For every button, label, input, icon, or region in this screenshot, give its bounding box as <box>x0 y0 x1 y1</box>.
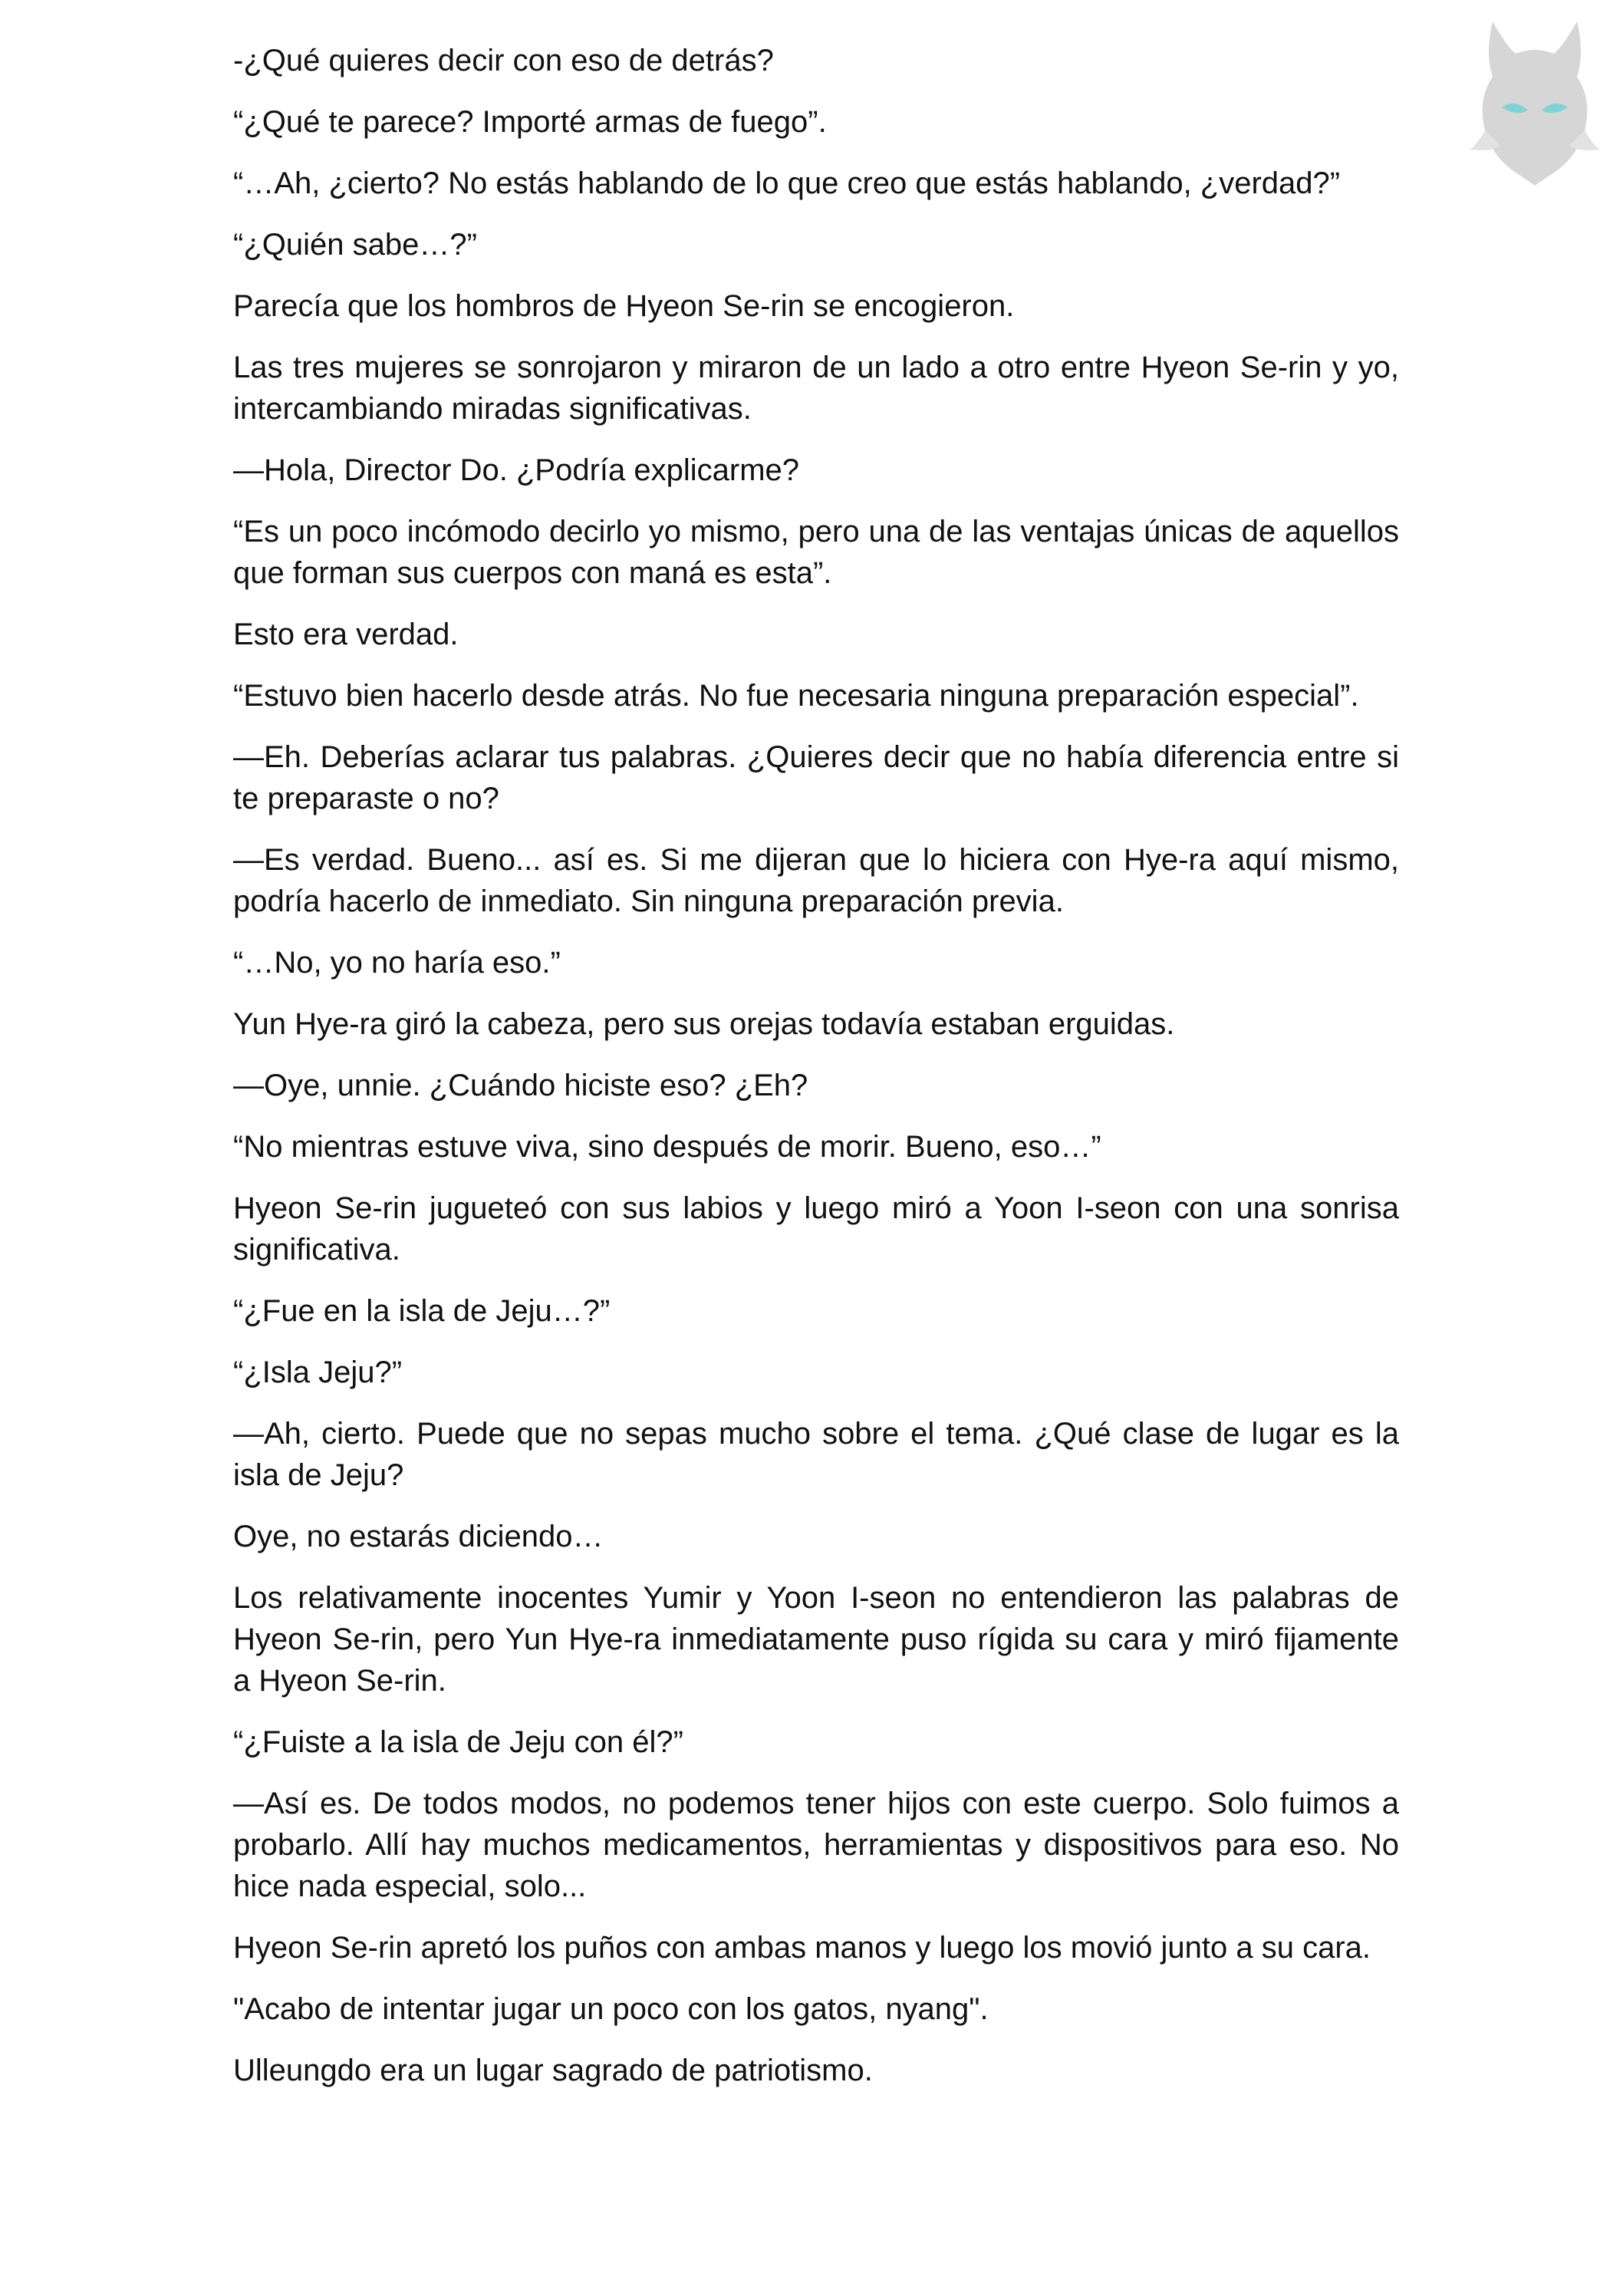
paragraph: Parecía que los hombros de Hyeon Se-rin se encogieron. <box>233 289 1015 323</box>
paragraph: “¿Fue en la isla de Jeju…?” <box>233 1294 611 1328</box>
paragraph: Ulleungdo era un lugar sagrado de patriotismo. <box>233 2054 873 2087</box>
paragraph: “No mientras estuve viva, sino después de morir. Bueno, eso…” <box>233 1130 1101 1164</box>
paragraph: —Eh. Deberías aclarar tus palabras. ¿Quieres decir que no había diferencia entre si te preparaste o no? <box>233 740 1399 815</box>
paragraph: “…No, yo no haría eso.” <box>233 946 561 980</box>
paragraph: "Acabo de intentar jugar un poco con los gatos, nyang". <box>233 1992 989 2026</box>
paragraph: Oye, no estarás diciendo… <box>233 1520 604 1553</box>
paragraph: Yun Hye-ra giró la cabeza, pero sus orejas todavía estaban erguidas. <box>233 1007 1175 1041</box>
paragraph: -¿Qué quieres decir con eso de detrás? <box>233 44 774 77</box>
paragraph: “¿Quién sabe…?” <box>233 228 477 262</box>
paragraph: Las tres mujeres se sonrojaron y miraron de un lado a otro entre Hyeon Se-rin y yo, intercambiando miradas significativas. <box>233 351 1399 426</box>
paragraph: Hyeon Se-rin apretó los puños con ambas manos y luego los movió junto a su cara. <box>233 1931 1371 1965</box>
paragraph: Hyeon Se-rin jugueteó con sus labios y luego miró a Yoon I-seon con una sonrisa significativa. <box>233 1191 1399 1267</box>
paragraph: —Hola, Director Do. ¿Podría explicarme? <box>233 453 800 487</box>
paragraph: “¿Fuiste a la isla de Jeju con él?” <box>233 1725 683 1759</box>
paragraph: —Es verdad. Bueno... así es. Si me dijeran que lo hiciera con Hye-ra aquí mismo, podría hacerlo de inmediato. Sin ninguna preparación previa. <box>233 843 1399 918</box>
paragraph: —Ah, cierto. Puede que no sepas mucho sobre el tema. ¿Qué clase de lugar es la isla de Jeju? <box>233 1417 1399 1492</box>
paragraph: “Es un poco incómodo decirlo yo mismo, pero una de las ventajas únicas de aquellos que forman sus cuerpos con maná es esta”. <box>233 515 1399 590</box>
document-body <box>233 40 1399 2111</box>
paragraph: —Así es. De todos modos, no podemos tener hijos con este cuerpo. Solo fuimos a probarlo. Allí hay muchos medicamentos, herramientas y dispositivos para eso. No hice nada especial, solo... <box>233 1787 1399 1903</box>
paragraph: “¿Isla Jeju?” <box>233 1356 403 1389</box>
demon-head-watermark-icon <box>1462 15 1608 192</box>
paragraph: “Estuvo bien hacerlo desde atrás. No fue necesaria ninguna preparación especial”. <box>233 679 1359 713</box>
paragraph: Esto era verdad. <box>233 618 459 651</box>
paragraph: “…Ah, ¿cierto? No estás hablando de lo que creo que estás hablando, ¿verdad?” <box>233 166 1341 200</box>
paragraph: Los relativamente inocentes Yumir y Yoon I-seon no entendieron las palabras de Hyeon Se-rin, pero Yun Hye-ra inmediatamente puso rígida su cara y miró fijamente a Hyeon Se-rin. <box>233 1581 1399 1698</box>
paragraph: —Oye, unnie. ¿Cuándo hiciste eso? ¿Eh? <box>233 1069 808 1102</box>
paragraph: “¿Qué te parece? Importé armas de fuego”. <box>233 105 827 139</box>
